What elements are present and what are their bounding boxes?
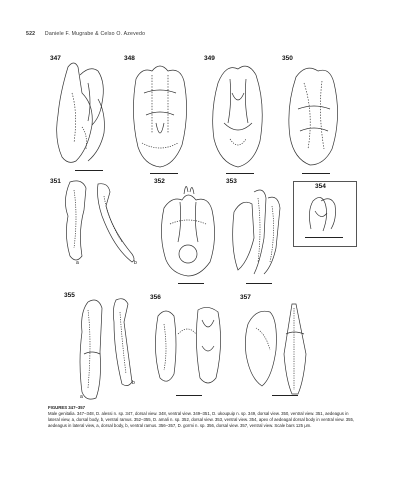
aedeagus-drawing-351 <box>48 176 148 268</box>
figure-347 <box>48 53 120 171</box>
page-header <box>26 31 145 37</box>
figure-357 <box>236 294 328 400</box>
running-head-authors: Daniele F. Mugrabe & Celso O. Azevedo <box>44 31 146 37</box>
scale-bar-348 <box>150 173 178 174</box>
aedeagus-drawing-355 <box>62 292 144 404</box>
figure-label-348: 348 <box>124 55 135 62</box>
genitalia-drawing-352 <box>152 178 224 278</box>
figure-label-351: 351 <box>50 178 61 185</box>
figure-label-357: 357 <box>240 294 251 301</box>
genitalia-drawing-349 <box>202 53 274 173</box>
scale-bar-352 <box>178 283 204 284</box>
scale-bar-347 <box>75 170 103 171</box>
figure-356 <box>148 294 232 398</box>
figure-label-350: 350 <box>282 55 293 62</box>
caption-text: Male genitalia. 347–348, D. alessi n. sp. 347, dorsal view. 348, ventral view. 349–351, D. ukoupuip n. sp. 349, dorsal view. 350, ventral view. 351, aedeagus in lateral view, a, dorsal body, b, ventral ramus. 352–355, D. amali n. sp. 352, dorsal view. 353, ventral view. 354, apex of aedeagal dorsal body in ventral view. 355, aedeagus in lateral view, a, dorsal body, b, ventral ramus. 356–357, D. gormi n. sp. 356, dorsal view. 357, ventral view. Scale bars 125 μm. <box>48 411 355 428</box>
figure-352 <box>152 178 224 278</box>
scale-bar-354 <box>305 237 343 238</box>
figure-350 <box>278 53 348 173</box>
figure-349 <box>202 53 274 173</box>
figure-label-352: 352 <box>154 178 165 185</box>
figure-353 <box>224 178 290 278</box>
figure-348 <box>122 53 198 173</box>
figure-caption <box>48 405 358 429</box>
figure-label-355: 355 <box>64 292 75 299</box>
genitalia-drawing-347 <box>48 53 120 171</box>
figure-351 <box>48 176 148 268</box>
genitalia-drawing-350 <box>278 53 348 173</box>
part-label-355-a: a <box>80 394 83 400</box>
part-label-355-b: b <box>132 380 135 386</box>
page-number: 522 <box>26 31 36 37</box>
part-label-351-b: b <box>134 260 137 266</box>
scale-bar-357 <box>272 395 298 396</box>
figure-label-347: 347 <box>50 55 61 62</box>
figure-label-353: 353 <box>226 178 237 185</box>
figure-355 <box>62 292 144 404</box>
genitalia-drawing-348 <box>122 53 198 173</box>
part-label-351-a: a <box>76 260 79 266</box>
scale-bar-356 <box>176 395 202 396</box>
caption-title: FIGURES 347–357 <box>48 405 86 410</box>
figure-label-356: 356 <box>150 294 161 301</box>
scale-bar-349 <box>226 173 254 174</box>
scale-bar-350 <box>302 173 330 174</box>
figure-label-349: 349 <box>204 55 215 62</box>
figure-label-354: 354 <box>315 183 326 190</box>
genitalia-drawing-353 <box>224 178 290 278</box>
scale-bar-353 <box>246 283 272 284</box>
genitalia-drawing-357 <box>236 294 328 400</box>
aedeagus-apex-drawing-354 <box>293 181 355 245</box>
figure-354 <box>293 181 355 245</box>
genitalia-drawing-356 <box>148 294 232 398</box>
